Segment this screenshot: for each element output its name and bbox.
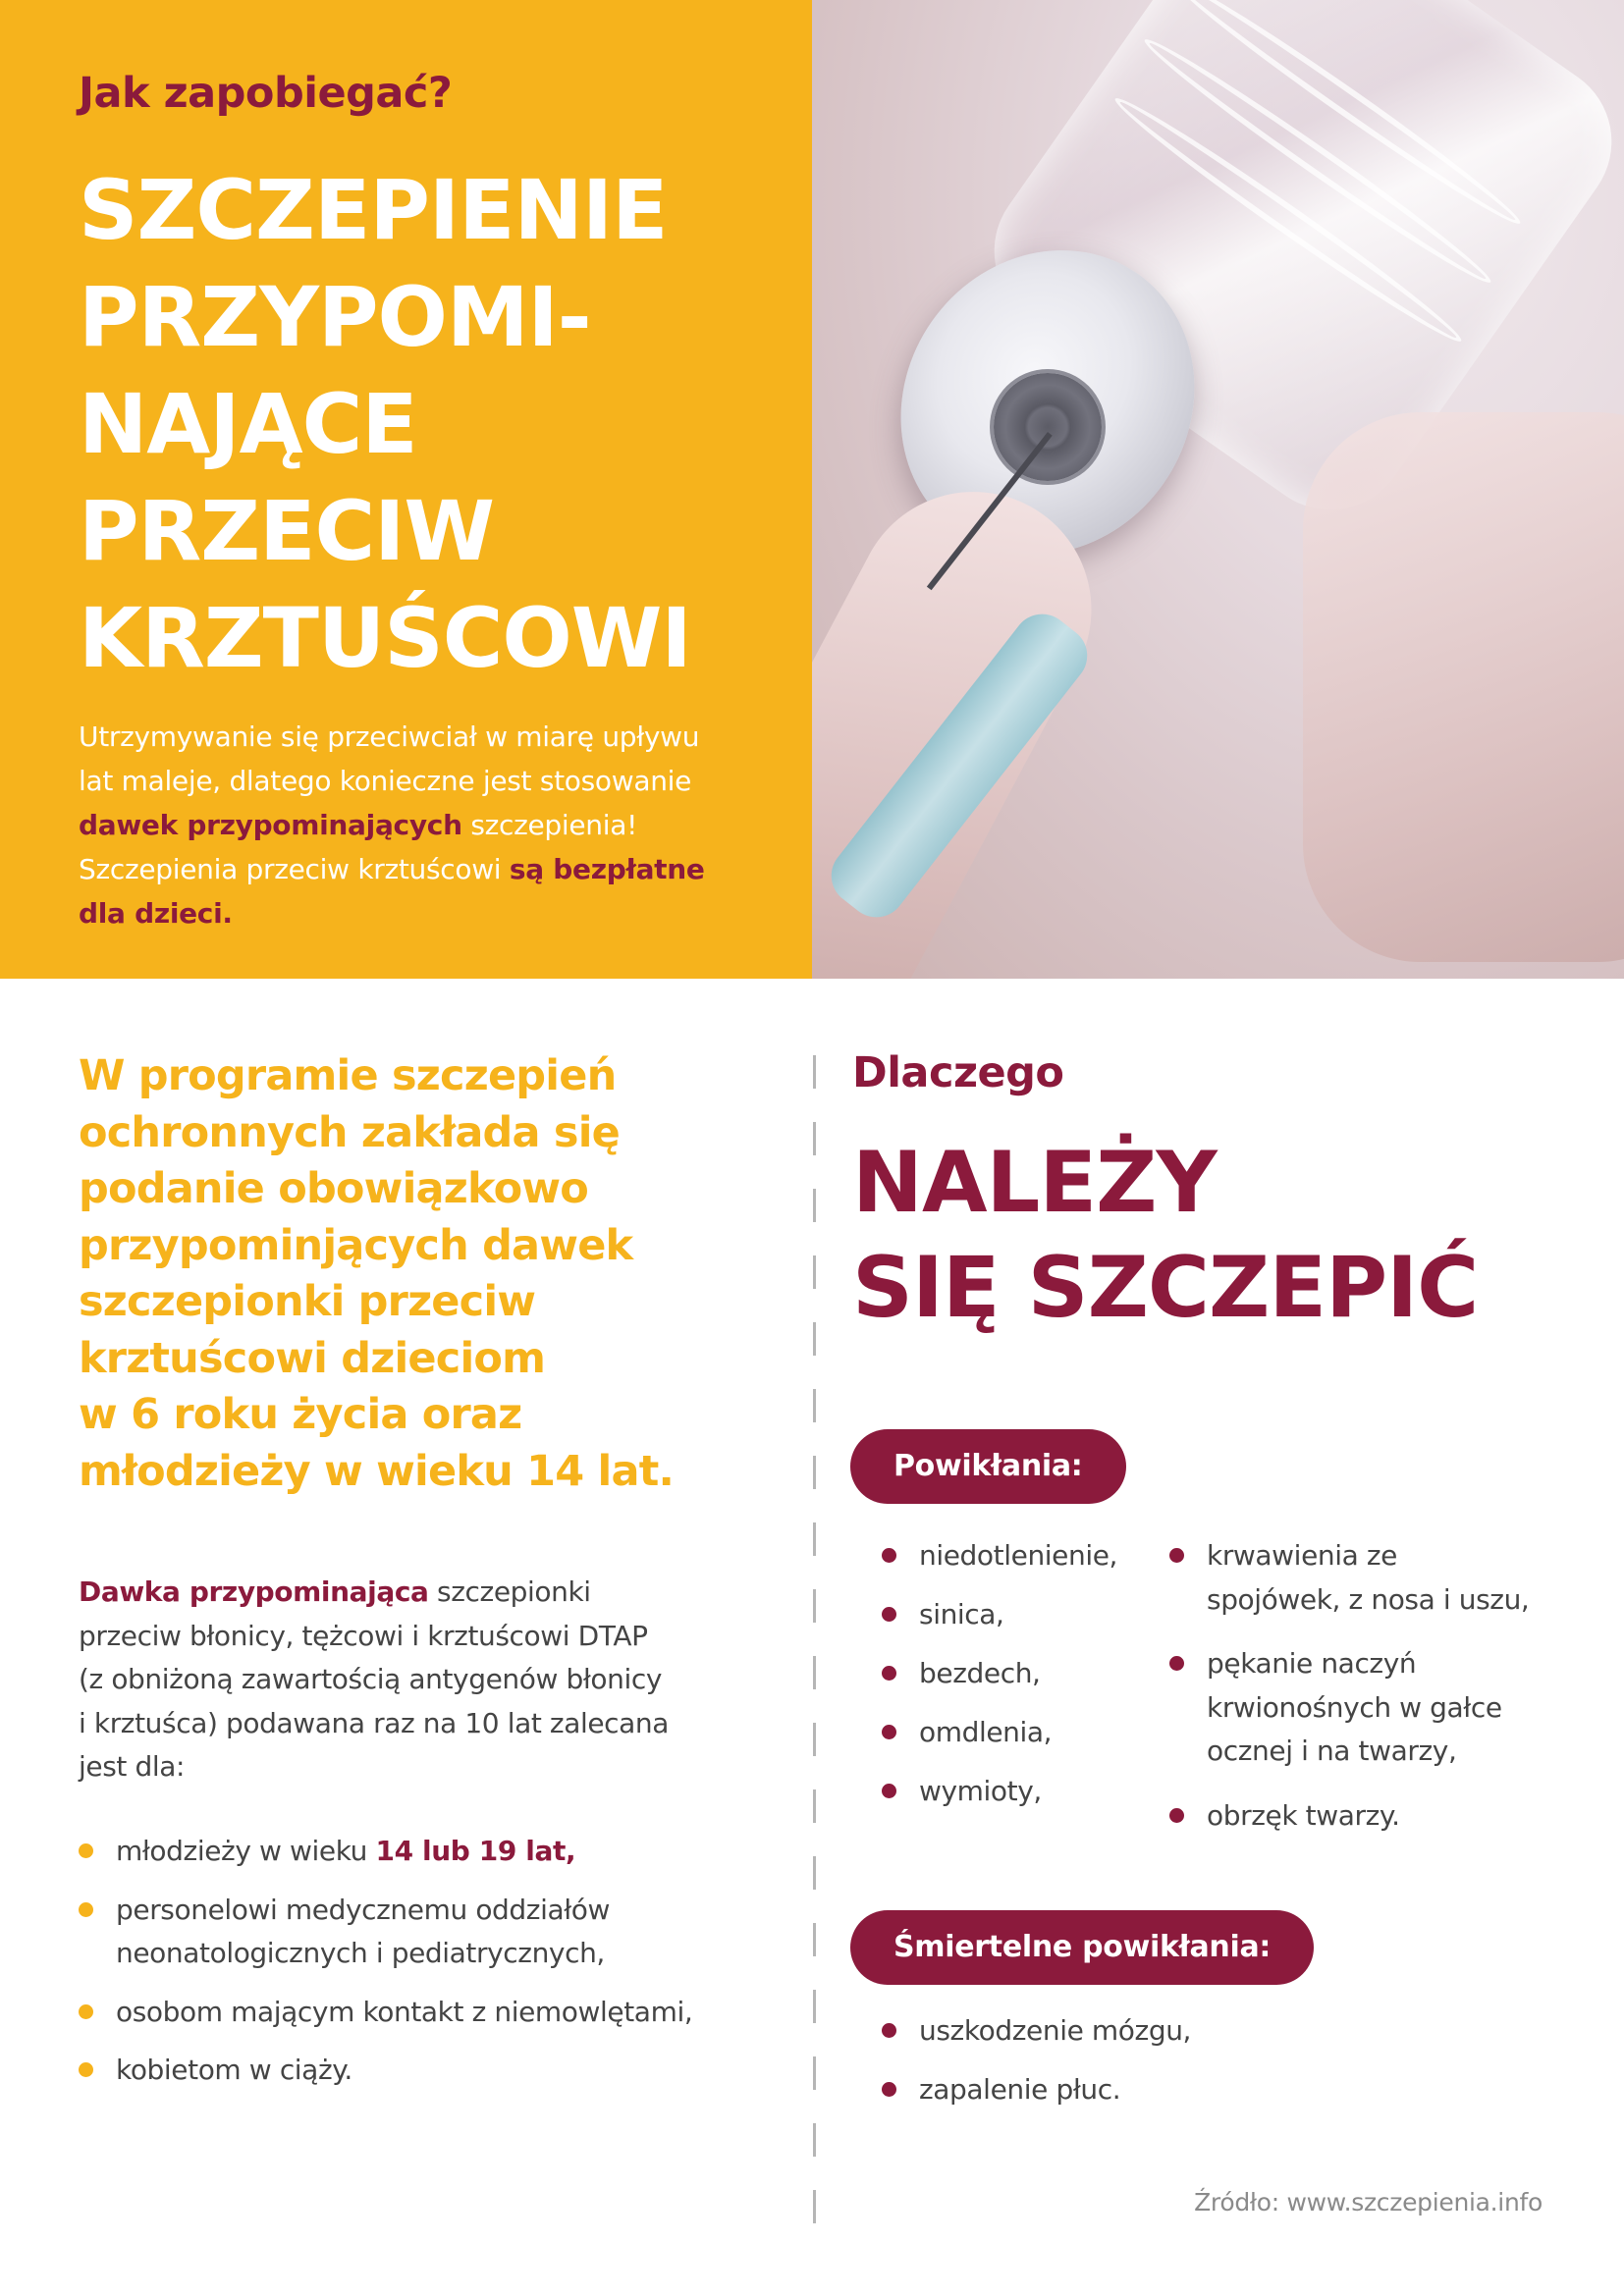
recipients-list: [79, 1830, 746, 2108]
lead-line: w 6 roku życia oraz: [79, 1390, 522, 1439]
list-item-text: uszkodzenie mózgu,: [919, 2014, 1192, 2047]
list-item-text: kobietom w ciąży.: [116, 2054, 352, 2086]
lead-line: podanie obowiązkowo: [79, 1164, 589, 1213]
lead-line: młodzieży w wieku 14 lat.: [79, 1446, 674, 1496]
bullet-dot-icon: [1169, 1808, 1184, 1823]
bullet-dot-icon: [882, 2023, 896, 2038]
list-item-emphasis: 14 lub 19 lat,: [375, 1835, 576, 1867]
lead-line: W programie szczepień: [79, 1051, 617, 1100]
why-title-line: SIĘ SZCZEPIĆ: [852, 1239, 1479, 1337]
bullet-dot-icon: [882, 1784, 896, 1798]
bullet-dot-icon: [79, 1843, 93, 1858]
list-item: [1169, 1794, 1601, 1839]
bullet-dot-icon: [882, 1725, 896, 1739]
complications-badge: Powikłania:: [850, 1429, 1126, 1504]
list-item-text: osobom mającym kontakt z niemowlętami,: [116, 1995, 693, 2028]
hero-panel: [0, 0, 812, 979]
list-item: [1169, 1534, 1601, 1622]
dose-line: jest dla:: [79, 1750, 186, 1783]
list-item-text: obrzęk twarzy.: [1207, 1798, 1400, 1832]
list-item: [79, 1830, 746, 1874]
hero-title: [79, 157, 691, 692]
list-item-text: krwawienia ze: [1207, 1539, 1397, 1572]
list-item: [882, 1593, 1166, 1637]
list-item-text: pękanie naczyń: [1207, 1647, 1417, 1680]
why-title: [852, 1131, 1478, 1341]
lead-paragraph: [79, 1048, 766, 1500]
fatal-complications-badge: Śmiertelne powikłania:: [850, 1910, 1314, 1985]
bullet-dot-icon: [79, 2004, 93, 2019]
list-item: [882, 2009, 1471, 2054]
source-credit: Źródło: www.szczepienia.info: [1194, 2188, 1543, 2216]
list-item-text: omdlenia,: [919, 1716, 1053, 1748]
dose-line: przeciw błonicy, tężcowi i krztuścowi DTAP: [79, 1619, 648, 1652]
bullet-dot-icon: [882, 1666, 896, 1681]
list-item: [882, 2068, 1471, 2112]
bullet-dot-icon: [79, 2062, 93, 2077]
hero-title-line: KRZTUŚCOWI: [79, 590, 691, 686]
dose-line: [79, 1571, 727, 1615]
list-item-text: zapalenie płuc.: [919, 2073, 1121, 2106]
hero-title-line: SZCZEPIENIE: [79, 162, 668, 258]
list-item: [882, 1534, 1166, 1578]
lead-line: przypominjących dawek: [79, 1220, 633, 1270]
dose-line: i krztuśca) podawana raz na 10 lat zalecana: [79, 1706, 670, 1739]
why-title-line: NALEŻY: [852, 1134, 1217, 1232]
fatal-complications-list: [882, 2009, 1471, 2127]
bullet-dot-icon: [79, 1902, 93, 1917]
lead-line: krztuścowi dzieciom: [79, 1333, 546, 1383]
list-item: [79, 1889, 746, 1976]
complications-list-col2: [1169, 1534, 1601, 1858]
dose-line: (z obniżoną zawartością antygenów błonicy: [79, 1663, 663, 1695]
hand-shape: [1303, 412, 1624, 962]
bullet-dot-icon: [882, 2082, 896, 2097]
hero-intro: [79, 715, 727, 935]
bullet-dot-icon: [882, 1607, 896, 1622]
list-item-text: neonatologicznych i pediatrycznych,: [116, 1937, 605, 1969]
list-item: [882, 1770, 1166, 1814]
list-item-text: sinica,: [919, 1598, 1004, 1630]
list-item-text: ocznej i na twarzy,: [1207, 1735, 1457, 1767]
list-item: [79, 2049, 746, 2093]
list-item-text: wymioty,: [919, 1775, 1042, 1807]
list-item-text: niedotlenienie,: [919, 1539, 1118, 1572]
intro-emphasis: dawek przypominających: [79, 809, 462, 841]
intro-text: Utrzymywanie się przeciwciał w miarę upływu lat maleje, dlatego konieczne jest stosowanie: [79, 721, 700, 797]
lead-line: szczepionki przeciw: [79, 1277, 536, 1326]
hero-title-line: PRZYPOMI-: [79, 269, 591, 365]
hero-section: [0, 0, 1624, 979]
booster-dose-paragraph: [79, 1571, 727, 1789]
list-item: [1169, 1642, 1601, 1774]
list-item-text: krwionośnych w gałce: [1207, 1690, 1502, 1724]
list-item-text: spojówek, z nosa i uszu,: [1207, 1582, 1530, 1616]
list-item: [882, 1711, 1166, 1755]
bullet-dot-icon: [882, 1548, 896, 1563]
why-kicker: Dlaczego: [852, 1048, 1064, 1097]
vial-stopper-shape: [994, 373, 1102, 481]
bullet-dot-icon: [1169, 1548, 1184, 1563]
dose-emphasis: Dawka przypominająca: [79, 1575, 429, 1608]
hero-kicker: Jak zapobiegać?: [79, 69, 453, 118]
hero-title-line: PRZECIW: [79, 483, 495, 579]
bullet-dot-icon: [1169, 1656, 1184, 1671]
list-item: [79, 1991, 746, 2035]
intro-emphasis: są bezpłatne dla dzieci.: [79, 853, 705, 930]
hero-title-line: NAJĄCE: [79, 376, 417, 472]
list-item: [882, 1652, 1166, 1696]
lead-line: ochronnych zakłada się: [79, 1107, 620, 1157]
list-item-text: bezdech,: [919, 1657, 1041, 1689]
dose-text: szczepionki: [428, 1575, 591, 1608]
dashed-column-divider: [813, 1055, 816, 2223]
complications-list-col1: [882, 1534, 1166, 1829]
list-item-text: personelowi medycznemu oddziałów: [116, 1893, 611, 1926]
intro-text: szczepienia! Szczepienia przeciw krztuścowi: [79, 809, 638, 885]
vaccine-photo: [812, 0, 1624, 979]
list-item-text: młodzieży w wieku: [116, 1835, 376, 1867]
